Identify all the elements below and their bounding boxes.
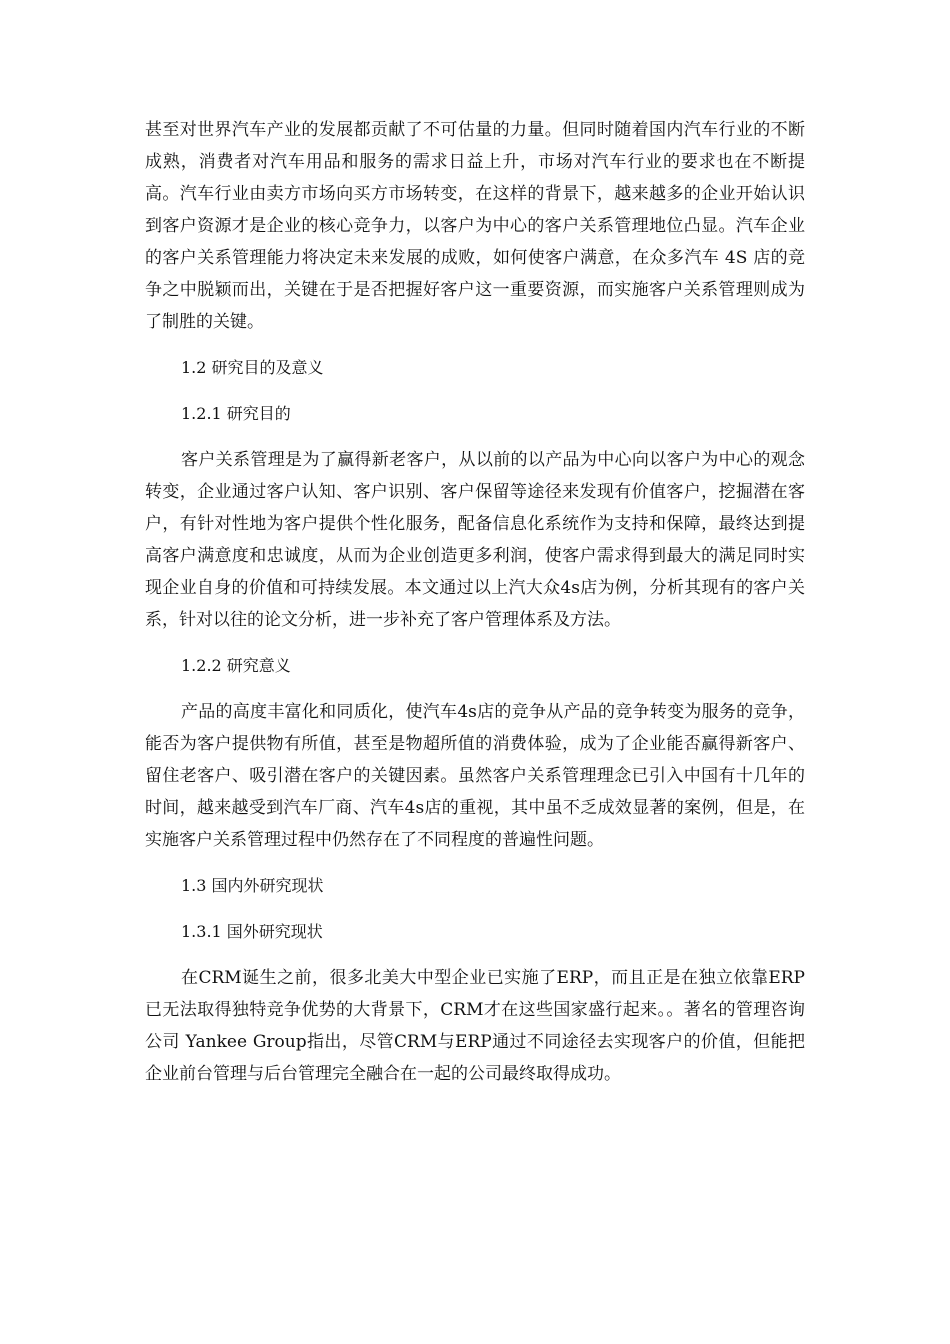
section-heading: 1.2 研究目的及意义	[181, 358, 324, 377]
body-paragraph: 产品的高度丰富化和同质化，使汽车4s店的竞争从产品的竞争转变为服务的竞争，能否为客户提供物有所值，甚至是物超所值的消费体验，成为了企业能否赢得新客户、留住老客户、吸引潜在客户的关键因素。虽然客户关系管理理念已引入中国有十几年的时间，越来越受到汽车厂商、汽车4s店的重视，其中虽不乏成效显著的案例，但是，在实施客户关系管理过程中仍然存在了不同程度的普遍性问题。	[145, 702, 805, 850]
document-body	[145, 114, 805, 1090]
subsection-heading: 1.3.1 国外研究现状	[181, 922, 323, 941]
body-paragraph: 客户关系管理是为了赢得新老客户，从以前的以产品为中心向以客户为中心的观念转变，企业通过客户认知、客户识别、客户保留等途径来发现有价值客户，挖掘潜在客户，有针对性地为客户提供个性化服务，配备信息化系统作为支持和保障，最终达到提高客户满意度和忠诚度，从而为企业创造更多利润，使客户需求得到最大的满足同时实现企业自身的价值和可持续发展。本文通过以上汽大众4s店为例，分析其现有的客户关系，针对以往的论文分析，进一步补充了客户管理体系及方法。	[145, 450, 805, 630]
subsection-heading: 1.2.2 研究意义	[181, 656, 291, 675]
body-paragraph: 甚至对世界汽车产业的发展都贡献了不可估量的力量。但同时随着国内汽车行业的不断成熟，消费者对汽车用品和服务的需求日益上升，市场对汽车行业的要求也在不断提高。汽车行业由卖方市场向买方市场转变，在这样的背景下，越来越多的企业开始认识到客户资源才是企业的核心竞争力，以客户为中心的客户关系管理地位凸显。汽车企业的客户关系管理能力将决定未来发展的成败，如何使客户满意，在众多汽车 4S 店的竞争之中脱颖而出，关键在于是否把握好客户这一重要资源，而实施客户关系管理则成为了制胜的关键。	[145, 120, 805, 332]
subsection-heading: 1.2.1 研究目的	[181, 404, 291, 423]
section-heading: 1.3 国内外研究现状	[181, 876, 324, 895]
body-paragraph: 在CRM诞生之前，很多北美大中型企业已实施了ERP，而且正是在独立依靠ERP已无法取得独特竞争优势的大背景下，CRM才在这些国家盛行起来。。著名的管理咨询公司 Yankee Group指出，尽管CRM与ERP通过不同途径去实现客户的价值，但能把企业前台管理与后台管理完全融合在一起的公司最终取得成功。	[145, 968, 805, 1084]
